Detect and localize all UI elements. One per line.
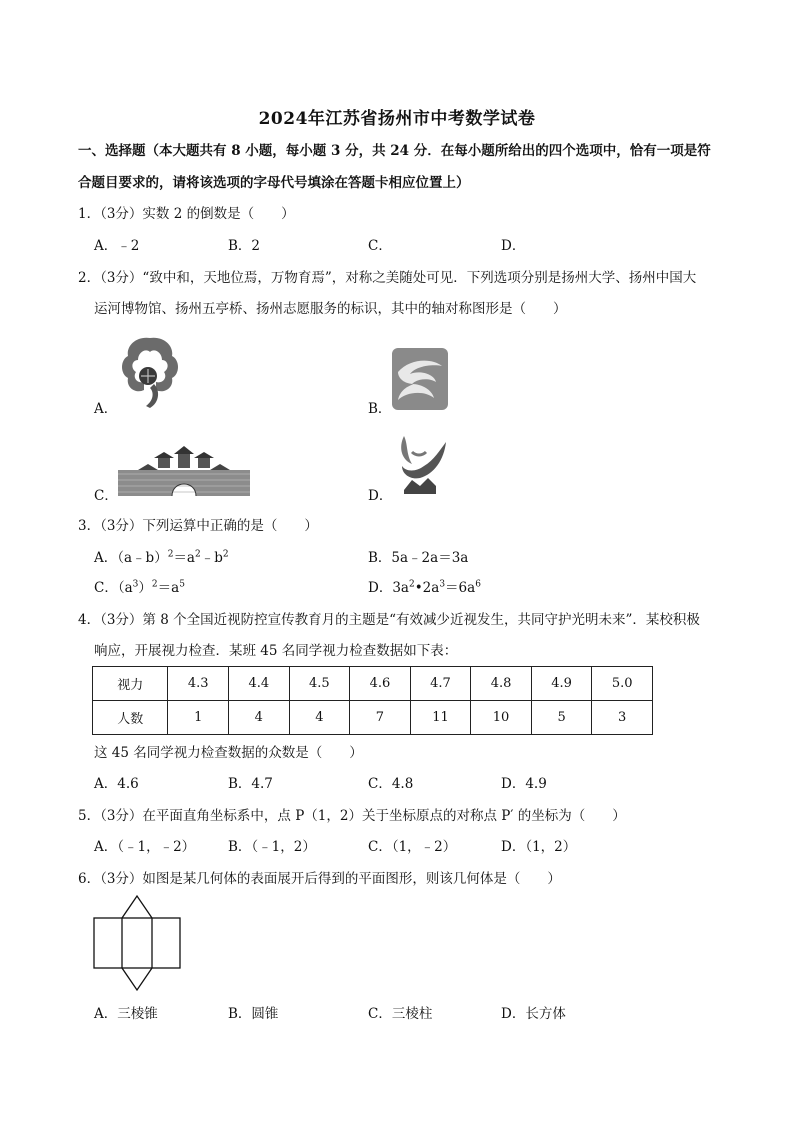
q2-label-b: B． [368,401,392,417]
exam-title: 2024年江苏省扬州市中考数学试卷 [258,109,536,129]
table-cell: 4.8 [471,667,532,701]
q1-option-b: B．2 [228,238,261,254]
table-cell: 视力 [93,667,168,701]
grand-canal-museum-logo [392,348,448,410]
q5-stem: 5．（3分）在平面直角坐标系中，点 P（1，2）关于坐标原点的对称点 P′ 的坐标为（ ） [78,808,626,824]
q1-stem: 1．（3分）实数 2 的倒数是（ ） [78,206,295,222]
table-cell: 5 [531,701,592,735]
q2-label-c: C． [94,488,118,504]
triangular-prism-net-figure [92,894,184,992]
vision-data-table [92,666,653,735]
table-cell: 10 [471,701,532,735]
table-cell: 4 [289,701,350,735]
table-cell: 7 [350,701,411,735]
table-cell: 4.5 [289,667,350,701]
q2-label-a: A． [94,401,118,417]
table-cell: 4.3 [168,667,229,701]
q6-option-c: C．三棱柱 [368,1006,433,1022]
table-cell: 4.9 [531,667,592,701]
table-cell: 4.4 [229,667,290,701]
q4-stem-line3: 这 45 名同学视力检查数据的众数是（ ） [94,745,363,761]
q3-option-a: A．$(a﹣b)^2=a^2﹣b^2$ [94,549,229,566]
q6-option-b: B．圆锥 [228,1006,279,1022]
q4-option-b: B．4.7 [228,776,273,792]
q5-option-c: C．（1，﹣2） [368,839,457,855]
section1-line1: 一、选择题（本大题共有 8 小题，每小题 3 分，共 24 分．在每小题所给出的四个选项中，恰有一项是符 [78,143,711,159]
q4-stem-line1: 4．（3分）第 8 个全国近视防控宣传教育月的主题是“有效减少近视发生，共同守护光明未来”．某校积极 [78,612,700,628]
q1-option-a: A．﹣2 [94,238,140,254]
q2-stem-line1: 2．（3分）“致中和，天地位焉，万物育焉”，对称之美随处可见．下列选项分别是扬州大学、扬州中国大 [78,270,697,286]
table-row [93,667,653,701]
table-row [93,701,653,735]
q6-option-a: A．三棱锥 [94,1006,158,1022]
q3-stem: 3．（3分）下列运算中正确的是（ ） [78,518,318,534]
q4-option-a: A．4.6 [94,776,139,792]
q6-option-d: D．长方体 [501,1006,566,1022]
yangzhou-university-logo [116,332,184,412]
q3-option-d: D．$3a^2•2a^3=6a^6$ [368,579,481,596]
q5-option-a: A．（﹣1，﹣2） [94,839,196,855]
q1-option-c: C． [368,238,392,254]
volunteer-service-logo [394,432,452,498]
table-cell: 4.6 [350,667,411,701]
q4-option-c: C．4.8 [368,776,414,792]
q5-option-d: D．（1，2） [501,839,577,855]
table-cell: 1 [168,701,229,735]
q4-stem-line2: 响应，开展视力检查．某班 45 名同学视力检查数据如下表： [94,643,458,659]
q2-label-d: D． [368,488,393,504]
table-cell: 3 [592,701,653,735]
q3-option-c: C．$(a^3)^2=a^5$ [94,579,185,596]
five-pavilion-bridge-logo [118,440,250,496]
q4-option-d: D．4.9 [501,776,547,792]
table-cell: 4.7 [410,667,471,701]
table-cell: 人数 [93,701,168,735]
table-cell: 5.0 [592,667,653,701]
section1-line2: 合题目要求的，请将该选项的字母代号填涂在答题卡相应位置上） [78,175,470,191]
table-cell: 4 [229,701,290,735]
table-cell: 11 [410,701,471,735]
q5-option-b: B．（﹣1，2） [228,839,316,855]
q6-stem: 6．（3分）如图是某几何体的表面展开后得到的平面图形，则该几何体是（ ） [78,871,561,887]
q3-option-b: B．5a﹣2a＝3a [368,550,469,566]
q1-option-d: D． [501,238,526,254]
q2-stem-line2: 运河博物馆、扬州五亭桥、扬州志愿服务的标识，其中的轴对称图形是（ ） [94,301,567,317]
